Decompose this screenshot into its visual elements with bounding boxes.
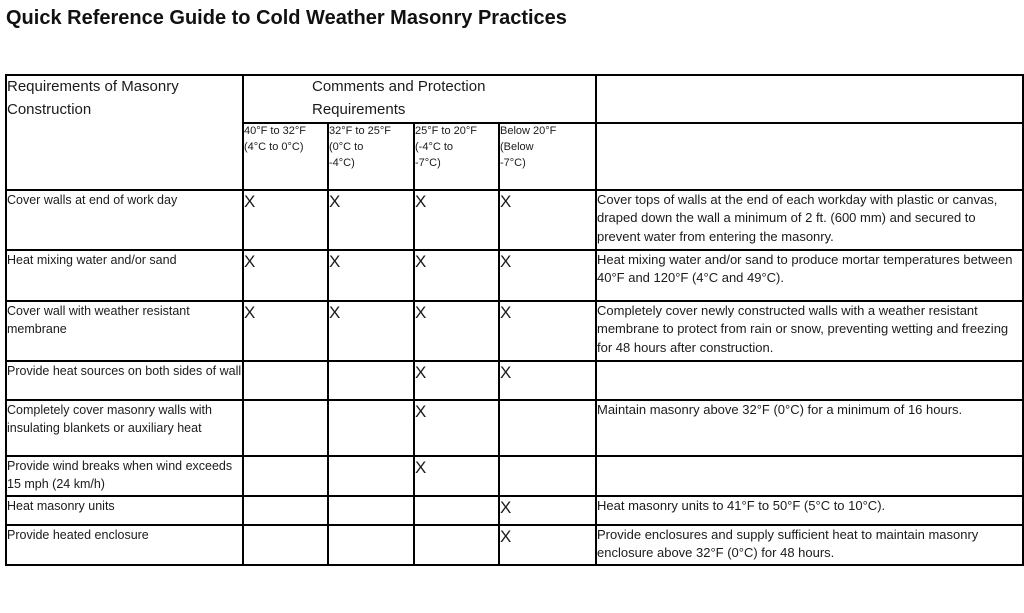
comments-column-header-empty	[596, 123, 1023, 190]
comment-cell: Provide enclosures and supply sufficient heat to maintain masonry enclosure above 32°F (0°C) for 48 hours.	[596, 525, 1023, 565]
comments-protection-group-header	[243, 75, 596, 123]
requirement-cell: Provide wind breaks when wind exceeds 15 mph (24 km/h)	[6, 456, 243, 496]
mark-cell	[414, 496, 499, 525]
comment-cell: Cover tops of walls at the end of each workday with plastic or canvas, draped down the wall a minimum of 2 ft. (600 mm) and secured to prevent water from entering the masonry.	[596, 190, 1023, 250]
temp-range-header-32-25	[328, 123, 414, 190]
comment-cell	[596, 361, 1023, 400]
temp-range-header-32-25-text: 32°F to 25°F (0°C to -4°C)	[329, 125, 391, 169]
mark-cell: X	[328, 190, 414, 250]
temp-range-header-40-32-text: 40°F to 32°F (4°C to 0°C)	[244, 125, 306, 153]
mark-cell	[243, 496, 328, 525]
temp-range-header-40-32	[243, 123, 328, 190]
mark-cell: X	[328, 301, 414, 361]
requirement-cell: Provide heated enclosure	[6, 525, 243, 565]
temp-range-header-25-20	[414, 123, 499, 190]
table-row	[6, 400, 1023, 456]
page-title: Quick Reference Guide to Cold Weather Masonry Practices	[6, 7, 567, 29]
requirement-cell: Provide heat sources on both sides of wall	[6, 361, 243, 400]
mark-cell: X	[414, 400, 499, 456]
mark-cell: X	[414, 190, 499, 250]
temp-range-header-below-20-text: Below 20°F (Below -7°C)	[500, 125, 557, 169]
mark-cell	[328, 496, 414, 525]
mark-cell: X	[243, 250, 328, 301]
mark-cell	[243, 525, 328, 565]
temp-range-header-below-20	[499, 123, 596, 190]
mark-cell	[328, 456, 414, 496]
mark-cell	[243, 456, 328, 496]
temp-range-header-25-20-text: 25°F to 20°F (-4°C to -7°C)	[415, 125, 477, 169]
empty-corner-cell	[596, 75, 1023, 123]
mark-cell	[328, 525, 414, 565]
masonry-practices-table	[5, 74, 1024, 566]
mark-cell: X	[414, 456, 499, 496]
mark-cell	[499, 400, 596, 456]
mark-cell: X	[414, 250, 499, 301]
mark-cell: X	[499, 190, 596, 250]
mark-cell: X	[414, 361, 499, 400]
comment-cell	[596, 456, 1023, 496]
mark-cell: X	[414, 301, 499, 361]
mark-cell: X	[243, 190, 328, 250]
table-row	[6, 250, 1023, 301]
mark-cell: X	[243, 301, 328, 361]
mark-cell: X	[499, 496, 596, 525]
table-row	[6, 456, 1023, 496]
table-row	[6, 190, 1023, 250]
comment-cell: Completely cover newly constructed walls with a weather resistant membrane to protect from rain or snow, preventing wetting and freezing for 48 hours after construction.	[596, 301, 1023, 361]
mark-cell: X	[499, 361, 596, 400]
mark-cell: X	[499, 250, 596, 301]
table-row	[6, 361, 1023, 400]
mark-cell	[328, 400, 414, 456]
requirement-cell: Cover walls at end of work day	[6, 190, 243, 250]
comment-cell: Maintain masonry above 32°F (0°C) for a minimum of 16 hours.	[596, 400, 1023, 456]
requirement-cell: Cover wall with weather resistant membrane	[6, 301, 243, 361]
requirement-cell: Heat mixing water and/or sand	[6, 250, 243, 301]
comment-cell: Heat mixing water and/or sand to produce mortar temperatures between 40°F and 120°F (4°C and 49°C).	[596, 250, 1023, 301]
mark-cell	[243, 361, 328, 400]
comments-protection-group-header-text: Comments and Protection Requirements	[312, 78, 486, 118]
requirements-column-header: Requirements of Masonry Construction	[6, 75, 243, 190]
table-row	[6, 301, 1023, 361]
mark-cell	[328, 361, 414, 400]
mark-cell	[243, 400, 328, 456]
mark-cell	[414, 525, 499, 565]
table-row	[6, 525, 1023, 565]
requirement-cell: Completely cover masonry walls with insulating blankets or auxiliary heat	[6, 400, 243, 456]
mark-cell: X	[328, 250, 414, 301]
mark-cell: X	[499, 525, 596, 565]
comment-cell: Heat masonry units to 41°F to 50°F (5°C to 10°C).	[596, 496, 1023, 525]
mark-cell: X	[499, 301, 596, 361]
mark-cell	[499, 456, 596, 496]
requirement-cell: Heat masonry units	[6, 496, 243, 525]
header-row-main	[6, 75, 1023, 123]
table-row	[6, 496, 1023, 525]
